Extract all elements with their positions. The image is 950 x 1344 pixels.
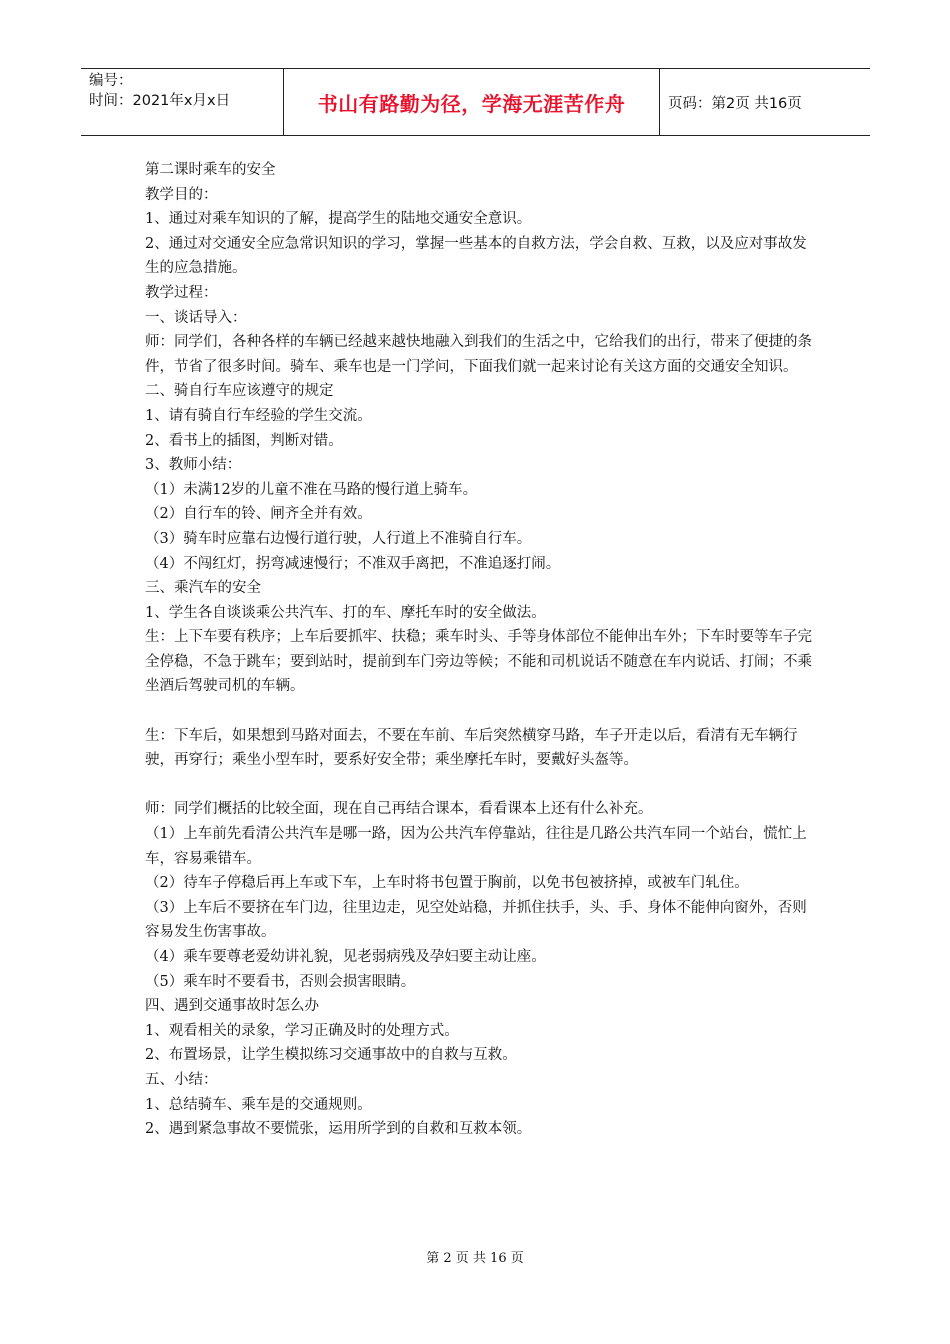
header-page-info: 页码：第2页 共16页 (668, 95, 802, 112)
body-paragraph: （4）乘车要尊老爱幼讲礼貌，见老弱病残及孕妇要主动让座。 (145, 949, 546, 965)
body-paragraph: 1、请有骑自行车经验的学生交流。 (145, 407, 372, 424)
header-meta (81, 69, 284, 135)
body-paragraph: 2、遇到紧急事故不要慌张，运用所学到的自救和互救本领。 (145, 1121, 532, 1138)
body-paragraph: 第二课时乘车的安全 (145, 162, 276, 178)
body-paragraph: 1、学生各自谈谈乘公共汽车、打的车、摩托车时的安全做法。 (145, 604, 546, 621)
body-paragraph: （1）未满12岁的儿童不准在马路的慢行道上骑车。 (145, 481, 478, 498)
page-footer: 第 2 页 共 16 页 (426, 1251, 524, 1266)
blank-line (145, 773, 815, 798)
body-paragraph: 生：下车后，如果想到马路对面去，不要在车前、车后突然横穿马路，车子开走以后，看清有无车辆行驶，再穿行；乘坐小型车时，要系好安全带；乘坐摩托车时，要戴好头盔等。 (145, 727, 798, 769)
document-date: 时间：2021年x月x日 (89, 93, 231, 109)
body-paragraph: 2、通过对交通安全应急常识知识的学习，掌握一些基本的自救方法，学会自救、互救，以及应对事故发生的应急措施。 (145, 235, 807, 277)
body-paragraph: （2）待车子停稳后再上车或下车，上车时将书包置于胸前，以免书包被挤掉，或被车门轧住。 (145, 875, 749, 892)
body-paragraph: （5）乘车时不要看书，否则会损害眼睛。 (145, 973, 416, 990)
header-motto: 书山有路勤为径，学海无涯苦作舟 (284, 69, 660, 135)
body-paragraph: 1、总结骑车、乘车是的交通规则。 (145, 1096, 372, 1113)
document-body (145, 158, 815, 1142)
body-paragraph: 师：同学们，各种各样的车辆已经越来越快地融入到我们的生活之中，它给我们的出行，带来了便捷的条件，节省了很多时间。骑车、乘车也是一门学问，下面我们就一起来讨论有关这方面的交通安全知识。 (145, 334, 812, 375)
document-number-label: 编号： (89, 73, 133, 89)
body-paragraph: 一、谈话导入： (145, 309, 247, 326)
blank-line (145, 699, 815, 724)
body-paragraph: 五、小结： (145, 1071, 218, 1088)
body-paragraph: 1、观看相关的录象，学习正确及时的处理方式。 (145, 1022, 459, 1039)
body-paragraph: （1）上车前先看清公共汽车是哪一路，因为公共汽车停靠站，往往是几路公共汽车同一个站台，慌忙上车，容易乘错车。 (145, 826, 807, 867)
page-header (81, 68, 870, 136)
body-paragraph: 1、通过对乘车知识的了解，提高学生的陆地交通安全意识。 (145, 211, 532, 228)
body-paragraph: 二、骑自行车应该遵守的规定 (145, 383, 334, 400)
body-paragraph: 师：同学们概括的比较全面，现在自己再结合课本，看看课本上还有什么补充。 (145, 801, 653, 818)
body-paragraph: 四、遇到交通事故时怎么办 (145, 998, 319, 1015)
body-paragraph: 教学过程： (145, 284, 218, 301)
body-paragraph: 2、布置场景，让学生模拟练习交通事故中的自救与互救。 (145, 1047, 517, 1064)
body-paragraph: 2、看书上的插图，判断对错。 (145, 432, 343, 449)
body-paragraph: （2）自行车的铃、闸齐全并有效。 (145, 506, 372, 523)
body-paragraph: 生：上下车要有秩序；上车后要抓牢、扶稳；乘车时头、手等身体部位不能伸出车外；下车时要等车子完全停稳，不急于跳车；要到站时，提前到车门旁边等候；不能和司机说话不随意在车内说话、打闹；不乘坐酒后驾驶司机的车辆。 (145, 629, 812, 695)
body-paragraph: 3、教师小结： (145, 457, 242, 474)
body-paragraph: （3）骑车时应靠右边慢行道行驶，人行道上不准骑自行车。 (145, 530, 532, 547)
body-paragraph: 三、乘汽车的安全 (145, 580, 261, 597)
body-paragraph: （4）不闯红灯，拐弯减速慢行；不准双手离把，不准追逐打闹。 (145, 555, 561, 572)
body-paragraph: （3）上车后不要挤在车门边，往里边走，见空处站稳，并抓住扶手，头、手、身体不能伸向窗外，否则容易发生伤害事故。 (145, 899, 807, 941)
body-paragraph: 教学目的： (145, 186, 218, 203)
